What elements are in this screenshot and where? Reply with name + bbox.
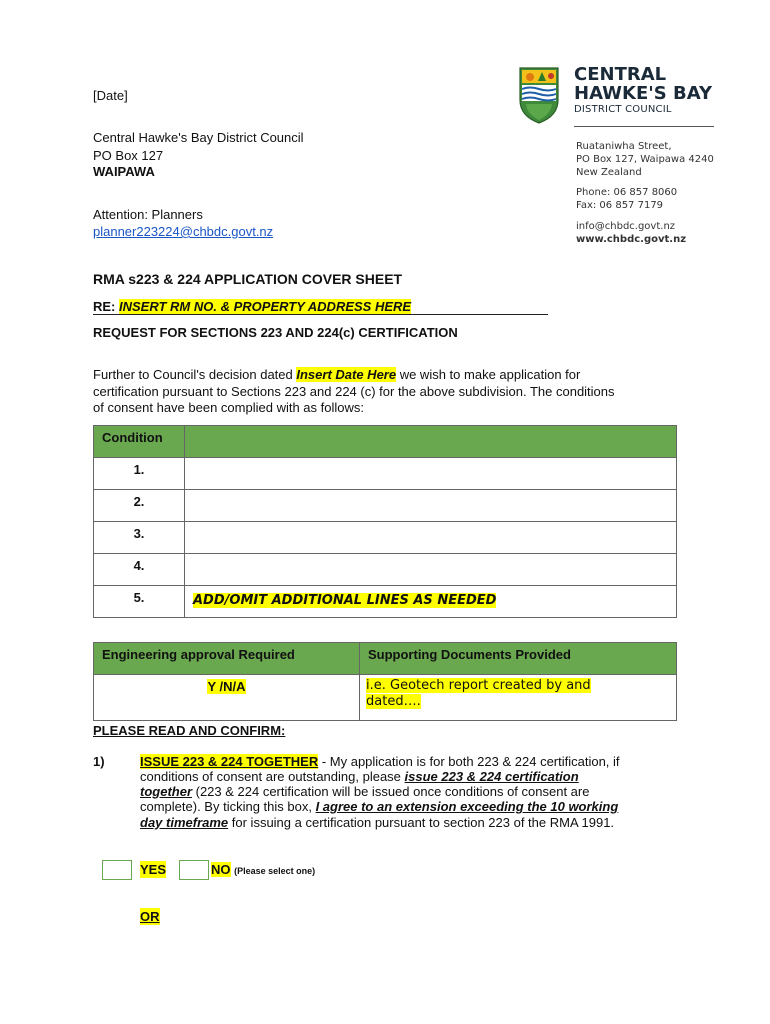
condition-cell[interactable] <box>185 586 677 618</box>
item-number: 1) <box>93 754 105 769</box>
council-email[interactable]: info@chbdc.govt.nz <box>576 221 676 232</box>
condition-number: 5. <box>94 586 185 618</box>
confirm-text-2a: conditions of consent are outstanding, please <box>140 769 405 784</box>
recipient-line-2: PO Box 127 <box>93 148 164 163</box>
table-row <box>94 458 677 490</box>
confirm-text-3a: together <box>140 784 192 799</box>
no-label: NO <box>211 862 231 877</box>
council-street: Ruataniwha Street, <box>576 141 672 152</box>
condition-cell[interactable] <box>185 522 677 554</box>
logo-line-3: DISTRICT COUNCIL <box>574 104 672 115</box>
intro-line-2: certification pursuant to Sections 223 and 224 (c) for the above subdivision. The conditions <box>93 384 615 399</box>
conditions-header-row <box>94 426 677 458</box>
condition-header-blank <box>185 426 677 458</box>
re-underline <box>93 314 548 315</box>
table-row <box>94 490 677 522</box>
re-line <box>93 298 411 315</box>
condition-number: 3. <box>94 522 185 554</box>
council-phone: Phone: 06 857 8060 <box>576 187 678 198</box>
table-row <box>94 586 677 618</box>
add-lines-note: ADD/OMIT ADDITIONAL LINES AS NEEDED <box>193 593 497 608</box>
conditions-table <box>93 425 677 618</box>
council-website[interactable]: www.chbdc.govt.nz <box>576 234 687 245</box>
table-row <box>94 522 677 554</box>
confirm-text-2b: issue 223 & 224 certification <box>404 769 579 784</box>
confirm-text-4a: complete). By ticking this box, <box>140 799 316 814</box>
engineering-approval-value: Y /N/A <box>207 679 246 694</box>
confirm-text-4b: I agree to an extension exceeding the 10 working <box>315 799 619 814</box>
logo-divider <box>574 126 714 127</box>
intro-text-a: Further to Council's decision dated <box>93 367 297 382</box>
logo-line-1: CENTRAL <box>574 64 667 85</box>
no-option <box>211 861 315 880</box>
re-label: RE: <box>93 299 119 314</box>
table-row <box>94 675 677 721</box>
confirm-text-5b: for issuing a certification pursuant to section 223 of the RMA 1991. <box>228 815 615 830</box>
planner-email-link[interactable]: planner223224@chbdc.govt.nz <box>93 224 274 239</box>
condition-number: 2. <box>94 490 185 522</box>
decision-date-placeholder[interactable]: Insert Date Here <box>296 367 397 382</box>
confirm-text-1: - My application is for both 223 & 224 certification, if <box>318 754 620 769</box>
select-note: (Please select one) <box>234 866 316 876</box>
confirm-heading: PLEASE READ AND CONFIRM: <box>93 723 286 738</box>
confirm-line-5 <box>140 814 614 831</box>
recipient-line-1: Central Hawke's Bay District Council <box>93 130 304 145</box>
condition-number: 4. <box>94 554 185 586</box>
intro-line-1 <box>93 366 580 383</box>
condition-header: Condition <box>94 426 185 458</box>
condition-cell[interactable] <box>185 490 677 522</box>
engineering-approval-header: Engineering approval Required <box>94 643 360 675</box>
supporting-docs-line-2: dated…. <box>366 694 421 709</box>
re-placeholder[interactable]: INSERT RM NO. & PROPERTY ADDRESS HERE <box>119 299 412 314</box>
council-country: New Zealand <box>576 167 642 178</box>
council-po-box: PO Box 127, Waipawa 4240 <box>576 154 714 165</box>
supporting-docs-cell[interactable] <box>360 675 677 721</box>
yes-checkbox[interactable] <box>102 860 132 880</box>
condition-number: 1. <box>94 458 185 490</box>
issue-together-label: ISSUE 223 & 224 TOGETHER <box>140 754 319 769</box>
supporting-docs-header: Supporting Documents Provided <box>360 643 677 675</box>
page-title: RMA s223 & 224 APPLICATION COVER SHEET <box>93 271 403 287</box>
council-fax: Fax: 06 857 7179 <box>576 200 664 211</box>
attention-line: Attention: Planners <box>93 207 203 222</box>
engineering-header-row <box>94 643 677 675</box>
logo-line-2: HAWKE'S BAY <box>574 83 712 104</box>
condition-cell[interactable] <box>185 458 677 490</box>
confirm-text-3b: (223 & 224 certification will be issued once conditions of consent are <box>192 784 590 799</box>
condition-cell[interactable] <box>185 554 677 586</box>
request-heading: REQUEST FOR SECTIONS 223 AND 224(c) CERTIFICATION <box>93 325 458 340</box>
supporting-docs-line-1: i.e. Geotech report created by and <box>366 678 591 693</box>
council-logo <box>518 66 718 128</box>
no-checkbox[interactable] <box>179 860 209 880</box>
yes-label: YES <box>140 862 167 877</box>
date-field: [Date] <box>93 88 128 103</box>
intro-line-3: of consent have been complied with as follows: <box>93 400 364 415</box>
or-label: OR <box>140 909 160 924</box>
intro-text-b: we wish to make application for <box>396 367 581 382</box>
confirm-text-5a: day timeframe <box>140 815 229 830</box>
council-crest-icon <box>518 66 560 124</box>
table-row <box>94 554 677 586</box>
recipient-line-3: WAIPAWA <box>93 164 155 179</box>
confirm-line-4 <box>140 798 618 815</box>
engineering-table <box>93 642 677 721</box>
engineering-approval-value-cell[interactable] <box>94 675 360 721</box>
